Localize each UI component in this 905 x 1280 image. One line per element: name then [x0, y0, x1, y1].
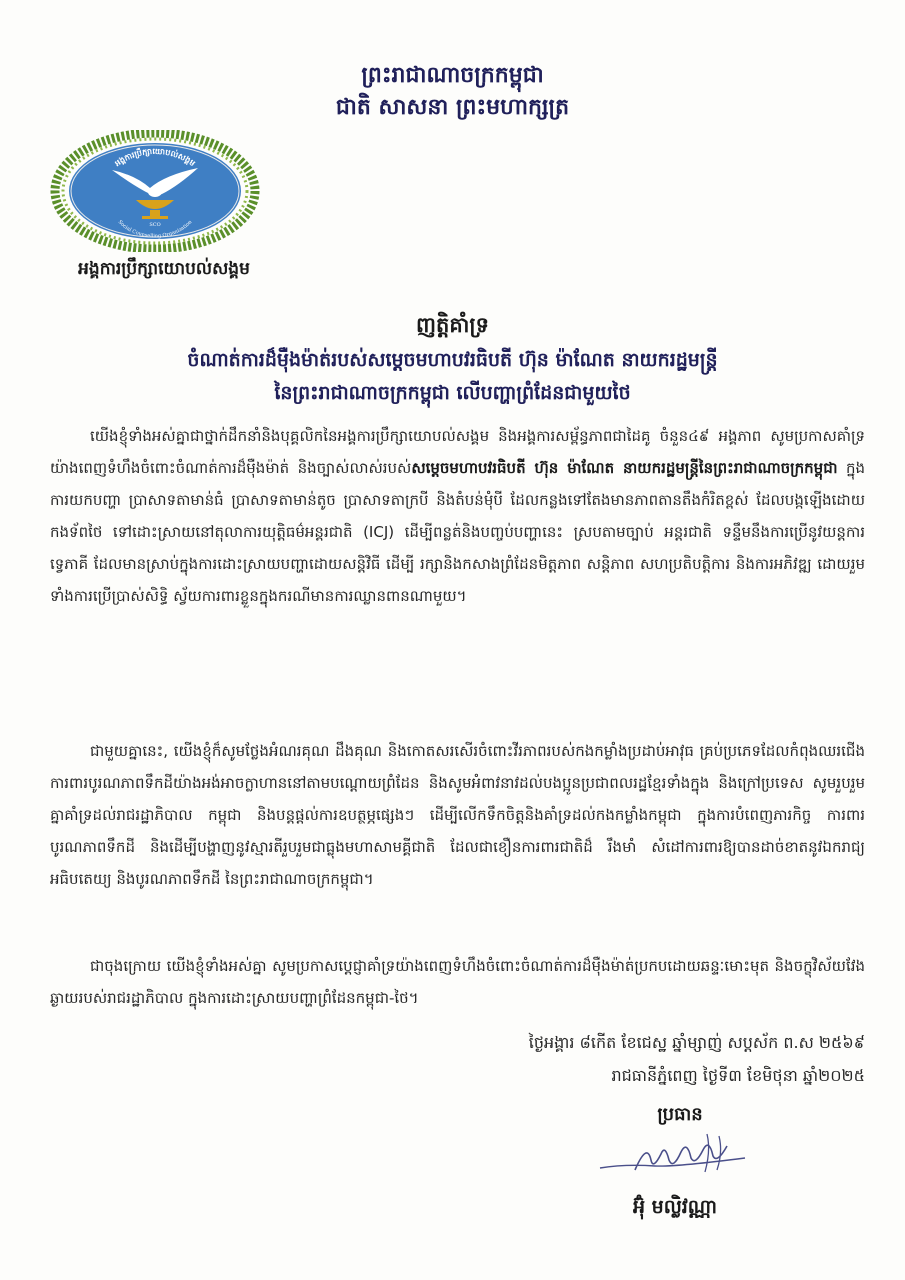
place-date: រាជធានីភ្នំពេញ ថ្ងៃទី៣ ខែមិថុនា ឆ្នាំ២០២៥ — [611, 1066, 865, 1085]
paragraph-1-text: យើងខ្ញុំទាំងអស់គ្នាជាថ្នាក់ដឹកនាំនិងបុគ្គលិកនៃអង្គការប្រឹក្សាយោបល់សង្គម និងអង្គការសម្ព័ន្ធភាពជាដៃគូ ចំនួន៤៩ អង្គភាព សូមប្រកាសគាំទ្រយ៉ាងពេញទំហឹងចំពោះចំណាត់ការដ៏មុឺងម៉ាត់ និងច្បាស់លាស់របស់ — [50, 427, 865, 477]
kingdom-title: ព្រះរាជាណាចក្រកម្ពុជា — [361, 62, 544, 88]
organization-name: អង្គការប្រឹក្សាយោបល់សង្គម — [78, 259, 250, 279]
signer-role: ប្រធាន — [657, 1104, 703, 1125]
body-paragraph-2: ជាមួយគ្នានេះ, យើងខ្ញុំក៏សូមថ្លែងអំណរគុណ ដឹងគុណ និងកោតសរសើរចំពោះវីរភាពរបស់កងកម្លាំងប្រដាប់អាវុធ គ្រប់ប្រភេទដែលកំពុងឈរជើងការពារបូរណភាពទឹកដីយ៉ាងអង់អាចក្លាហាននៅតាមបណ្តោយព្រំដែន និងសូមអំពាវនាវដល់បងប្អូនប្រជាពលរដ្ឋខ្មែរទាំងក្នុង និងក្រៅប្រទេស សូមរួបរួមគ្នាគាំទ្រដល់រាជរដ្ឋាភិបាល កម្ពុជា និងបន្តផ្តល់ការឧបត្ថម្ភផ្សេងៗ ដើម្បីលើកទឹកចិត្តនិងគាំទ្រដល់កងកម្លាំងកម្ពុជា ក្នុងការបំពេញភារកិច្ច ការពារបូរណភាពទឹកដី និងដើម្បីបង្ហាញនូវស្មារតីរួបរួមជាធ្លុងមហាសាមគ្គីជាតិ ដែលជាខឿនការពារជាតិដ៏ រឹងមាំ សំដៅការពារឱ្យបានដាច់ខាតនូវឯករាជ្យ អធិបតេយ្យ និងបូរណភាពទឹកដី នៃព្រះរាជាណាចក្រកម្ពុជា។ — [50, 742, 865, 888]
lunar-date: ថ្ងៃអង្គារ ៨កើត ខែជេស្ឋ ឆ្នាំម្សាញ់ សប្តស័ក ព.ស ២៥៦៩ — [528, 1033, 865, 1052]
document-subject-line2: នៃព្រះរាជាណាចក្រកម្ពុជា លើបញ្ហាព្រំដែនជាមួយថៃ — [274, 382, 631, 404]
body-paragraph-3: ជាចុងក្រោយ យើងខ្ញុំទាំងអស់គ្នា សូមប្រកាសប្តេជ្ញាគាំទ្រយ៉ាងពេញទំហឹងចំពោះចំណាត់ការដ៏មុឺងម៉ាត់ប្រកបដោយឆន្ទៈមោះមុត និងចក្ខុវិស័យវែងឆ្ងាយរបស់រាជរដ្ឋាភិបាល ក្នុងការដោះស្រាយបញ្ហាព្រំដែនកម្ពុជា-ថៃ។ — [50, 957, 865, 1007]
paragraph-1-text-cont: ក្នុងការយកបញ្ហា ប្រាសាទតាមាន់ធំ ប្រាសាទតាមាន់តូច ប្រាសាទតាក្របី និងតំបន់មុំបី ដែលកន្លងទៅតែងមានភាពតានតឹងកំរិតខ្ពស់ ដែលបង្កឡើងដោយ កងទ័ពថៃ ទៅដោះស្រាយនៅតុលាការយុត្តិធម៌អន្តរជាតិ (ICJ) ដើម្បីពន្លត់និងបញ្ចប់បញ្ហានេះ ស្របតាមច្បាប់ អន្តរជាតិ ទន្ទឹមនឹងការប្រើនូវយន្តការទ្វេភាគី ដែលមានស្រាប់ក្នុងការដោះស្រាយបញ្ហាដោយសន្តិវិធី ដើម្បី រក្សានិងកសាងព្រំដែនមិត្តភាព សន្តិភាព សហប្រតិបត្តិការ និងការអភិវឌ្ឍ ដោយរួមទាំងការប្រើប្រាស់សិទ្ធិ ស្វ័យការពារខ្លួនក្នុងករណីមានការឈ្លានពានណាមួយ។ — [50, 459, 865, 605]
signer-name: អ៊ុំ មល្លិវណ្ណា — [632, 1196, 718, 1218]
prime-minister-title: សម្តេចមហាបវរធិបតី ហ៊ុន ម៉ាណែត នាយករដ្ឋមន្ត្រីនៃព្រះរាជាណាចក្រកម្ពុជា — [411, 459, 838, 477]
handwritten-signature — [595, 1130, 755, 1185]
body-paragraph-1 — [50, 420, 865, 720]
logo-abbr: SCO — [149, 222, 161, 228]
logo-text-bottom: Social Counselling Organization — [116, 219, 194, 240]
logo-text-top: អង្គការប្រឹក្សាយោបល់សង្គម — [113, 146, 197, 169]
organization-logo — [50, 130, 260, 252]
document-subject-line1: ចំណាត់ការដ៏មុឺងម៉ាត់របស់សម្តេចមហាបវរធិបតី ហ៊ុន ម៉ាណែត នាយករដ្ឋមន្ត្រី — [187, 349, 718, 371]
national-motto: ជាតិ សាសនា ព្រះមហាក្សត្រ — [335, 94, 570, 120]
document-type: ញត្តិគាំទ្រ — [416, 313, 489, 337]
